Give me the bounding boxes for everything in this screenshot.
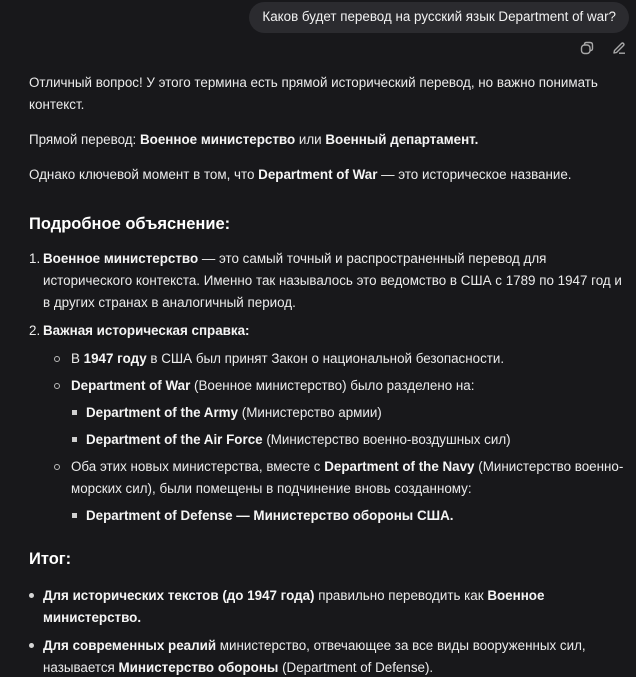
subsub-bold: Department of the Army [86,405,239,420]
defense-list [71,505,629,527]
list-number: 2. [29,323,41,338]
summary-bold: Для современных реалий [43,638,217,653]
sub-text: в США был принят Закон о национальной безопасности. [146,351,505,366]
list-number: 1. [29,251,41,266]
subsub-bold: Department of the Air Force [86,432,263,447]
direct-prefix: Прямой перевод: [29,132,140,147]
sub-prefix: В [71,351,84,366]
message-actions [578,39,628,57]
summary-bold-2: Военное министерство [43,588,545,625]
subsub-bold: Department of Defense — Министерство обороны США. [86,508,454,523]
item-text: — это самый точный и распространенный перевод для исторического контекста. Именно так называлось это ведомство в США с 1789 по 1947 год и в других странах в аналогичный период. [43,251,622,310]
circle-bullet-icon [54,464,60,470]
subsub-text: (Министерство военно-воздушных сил) [262,432,511,447]
summary-bold: Для исторических текстов (до 1947 года) [43,588,315,603]
assistant-answer [29,72,629,677]
dot-bullet-icon [29,643,34,648]
direct-translation-paragraph [29,129,629,151]
direct-term-1: Военное министерство [140,132,296,147]
copy-button[interactable] [578,39,596,57]
copy-icon [579,40,595,56]
key-prefix: Однако ключевой момент в том, что [29,167,259,182]
subsublist-item [71,429,629,451]
key-term: Department of War [258,167,378,182]
sub-text: (Военное министерство) было разделено на: [190,378,475,393]
details-list [29,248,629,527]
summary-end: (Department of Defense). [278,660,434,675]
square-bullet-icon [72,410,77,415]
section-heading-details: Подробное объяснение: [29,215,231,233]
list-item [29,320,629,527]
circle-bullet-icon [54,356,60,362]
summary-list [29,585,629,677]
summary-end: . [137,610,142,625]
item-bold: Военное министерство [43,251,199,266]
sub-prefix: Оба этих новых министерства, вместе с [71,459,325,474]
intro-paragraph: Отличный вопрос! У этого термина есть прямой исторический перевод, но важно понимать контекст. [29,75,598,112]
subsublist-item [71,505,629,527]
edit-button[interactable] [610,39,628,57]
sublist-item [43,348,629,370]
item-bold: Важная историческая справка: [43,323,250,338]
user-message-bubble: Каков будет перевод на русский язык Department of war? [249,2,629,33]
list-item [29,248,629,314]
dot-bullet-icon [29,593,34,598]
split-departments-list [71,402,629,451]
history-sublist [43,348,629,527]
sub-bold: 1947 году [83,351,147,366]
square-bullet-icon [72,513,77,518]
key-suffix: — это историческое название. [377,167,572,182]
summary-bold-2: Министерство обороны [118,660,279,675]
sub-bold: Department of War [71,378,191,393]
summary-text: министерство, отвечающее за все виды вооруженных сил, называется [43,638,586,675]
sub-bold: Department of the Navy [324,459,475,474]
section-heading-summary: Итог: [29,550,72,568]
user-message-row [249,2,629,33]
direct-term-2: Военный департамент [325,132,475,147]
subsublist-item [71,402,629,424]
summary-text: правильно переводить как [314,588,488,603]
summary-item [29,635,629,677]
direct-end: . [474,132,479,147]
pencil-icon [611,40,627,56]
summary-item [29,585,629,629]
square-bullet-icon [72,437,77,442]
direct-or: или [295,132,326,147]
sublist-item [43,456,629,527]
sub-text: (Министерство военно-морских сил), были помещены в подчинение вновь созданному: [71,459,624,496]
sublist-item [43,375,629,451]
key-point-paragraph [29,164,629,186]
circle-bullet-icon [54,383,60,389]
subsub-text: (Министерство армии) [238,405,382,420]
